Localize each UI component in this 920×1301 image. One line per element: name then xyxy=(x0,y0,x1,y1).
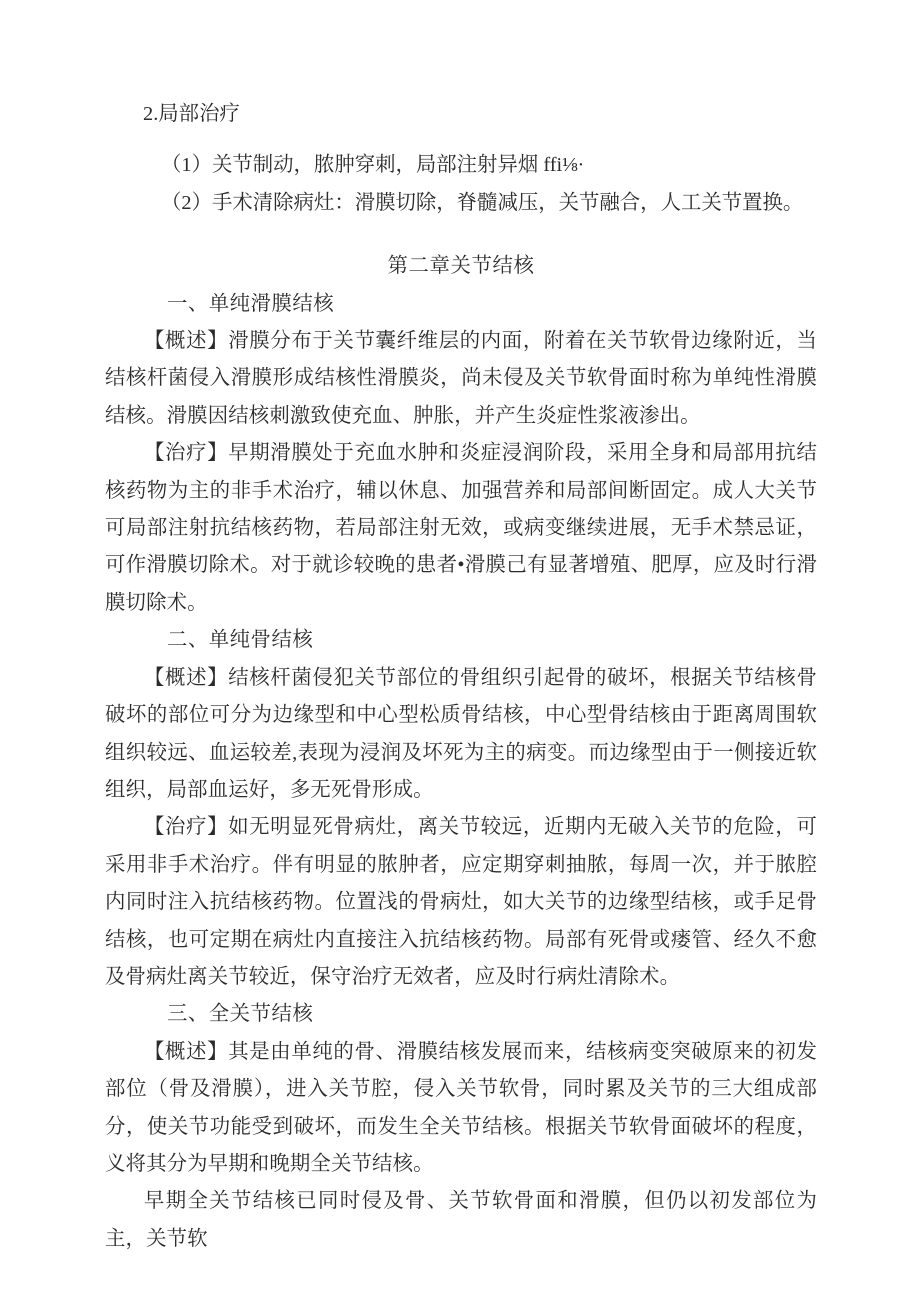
section-1-paragraph-treatment: 【治疗】早期滑膜处于充血水肿和炎症浸润阶段，采用全身和局部用抗结核药物为主的非手术治疗，辅以休息、加强营养和局部间断固定。成人大关节可局部注射抗结核药物，若局部注射无效，或病变继续进展，无手术禁忌证，可作滑膜切除术。对于就诊较晚的患者•滑膜己有显著增殖、肥厚，应及时行滑膜切除术。 xyxy=(105,442,817,614)
section-3-paragraph-early-stage: 早期全关节结核已同时侵及骨、关节软骨面和滑膜，但仍以初发部位为主，关节软 xyxy=(105,1190,817,1250)
section-heading-1: 一、单纯滑膜结核 xyxy=(167,292,335,315)
section-2-paragraph-treatment: 【治疗】如无明显死骨病灶，离关节较远，近期内无破入关节的危险，可采用非手术治疗。伴有明显的脓肿者，应定期穿刺抽脓，每周一次，并于脓腔内同时注入抗结核药物。位置浅的骨病灶，如大关节的边缘型结核，或手足骨结核，也可定期在病灶内直接注入抗结核药物。局部有死骨或瘘管、经久不愈及骨病灶离关节较近，保守治疗无效者，应及时行病灶清除术。 xyxy=(105,816,817,988)
section-2-paragraph-overview: 【概述】结核杆菌侵犯关节部位的骨组织引起骨的破坏，根据关节结核骨破坏的部位可分为边缘型和中心型松质骨结核，中心型骨结核由于距离周围软组织较远、血运较差,表现为浸润及坏死为主的病变。而边缘型由于一侧接近软组织，局部血运好，多无死骨形成。 xyxy=(105,666,817,801)
chapter-title: 第二章关节结核 xyxy=(387,255,535,278)
spacer xyxy=(105,222,817,248)
enumerated-item-1: （1）关节制动，脓肿穿刺，局部注射异烟 ffi⅛· xyxy=(161,154,585,177)
enumerated-item-2: （2）手术清除病灶：滑膜切除，脊髓减压，关节融合，人工关节置换。 xyxy=(161,191,804,214)
spacer xyxy=(105,133,817,147)
section-1-paragraph-overview: 【概述】滑膜分布于关节囊纤维层的内面，附着在关节软骨边缘附近，当结核杆菌侵入滑膜形成结核性滑膜炎，尚未侵及关节软骨面时称为单纯性滑膜结核。滑膜因结核刺激致使充血、肿胀，并产生炎症性浆液渗出。 xyxy=(105,330,817,427)
numbered-heading-local-treatment: 2.局部治疗 xyxy=(143,103,240,125)
section-3-paragraph-overview: 【概述】其是由单纯的骨、滑膜结核发展而来，结核病变突破原来的初发部位（骨及滑膜），进入关节腔，侵入关节软骨，同时累及关节的三大组成部分，使关节功能受到破坏，而发生全关节结核。根据关节软骨面破坏的程度，义将其分为早期和晚期全关节结核。 xyxy=(105,1040,817,1175)
section-heading-3: 三、全关节结核 xyxy=(167,1003,314,1026)
section-heading-2: 二、单纯骨结核 xyxy=(167,629,314,652)
page-content xyxy=(105,96,817,1258)
